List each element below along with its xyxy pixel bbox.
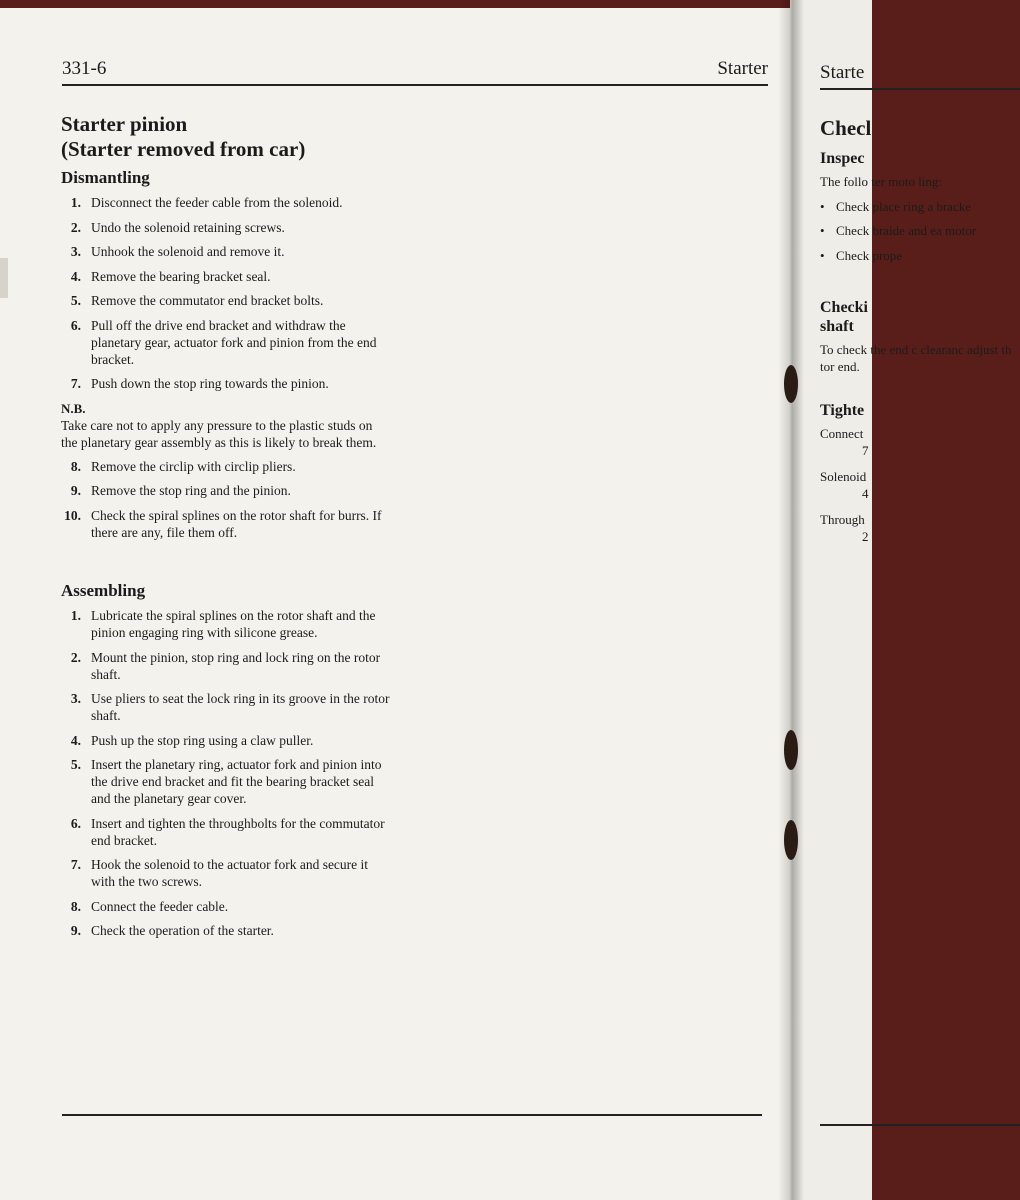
- right-intro: The follo ter moto ling:: [820, 174, 943, 189]
- step-text: Check the operation of the starter.: [91, 923, 274, 938]
- spec-value: 2: [862, 528, 869, 544]
- step-text: Remove the stop ring and the pinion.: [91, 483, 291, 498]
- step-text: Check the spiral splines on the rotor shaft for burrs. If there are any, file them off.: [91, 507, 382, 540]
- list-item: [61, 732, 391, 749]
- spec-value: 4: [862, 485, 869, 501]
- spec-row: [820, 426, 1020, 459]
- step-text: Remove the circlip with circlip pliers.: [91, 458, 296, 474]
- assembling-heading: Assembling: [61, 581, 146, 600]
- binding-hole: [784, 820, 798, 860]
- note-label: N.B.: [61, 400, 86, 416]
- list-item: • Check braide and ea motor: [820, 223, 1020, 240]
- step-text: Remove the bearing bracket seal.: [91, 268, 271, 284]
- list-item: [61, 292, 391, 309]
- step-number: 1.: [70, 195, 81, 210]
- right-check-text: To check the end c clearanc adjust th tor end.: [820, 342, 1012, 374]
- step-text: Insert the planetary ring, actuator fork and pinion into the drive end bracket and fit the bearing bracket seal and the planetary gear cover.: [91, 757, 382, 806]
- spec-label: Connect: [820, 426, 864, 441]
- list-item: [61, 375, 391, 392]
- spacer: [61, 548, 391, 575]
- list-item: [61, 458, 391, 475]
- step-number: 3.: [70, 691, 81, 706]
- step-number: 2.: [70, 219, 81, 235]
- step-number: 2.: [70, 649, 81, 665]
- right-heading: Checl: [820, 116, 872, 140]
- spec-row: [820, 512, 1020, 545]
- running-head: Starter: [717, 58, 768, 79]
- footer-rule: [62, 1114, 762, 1116]
- step-number: 4.: [70, 268, 81, 284]
- step-number: 5.: [70, 293, 81, 308]
- step-number: 1.: [70, 608, 81, 623]
- step-number: 3.: [70, 244, 81, 259]
- binding-hole: [784, 365, 798, 403]
- step-text: Lubricate the spiral splines on the rotor shaft and the pinion engaging ring with silicone grease.: [91, 608, 376, 640]
- list-item: [61, 856, 391, 890]
- bleed-through-shadow: [470, 118, 770, 1018]
- list-item: [61, 649, 391, 683]
- list-item: [61, 219, 391, 236]
- section-title-line2: (Starter removed from car): [61, 137, 306, 161]
- step-text: Disconnect the feeder cable from the solenoid.: [91, 195, 343, 210]
- list-item: [61, 690, 391, 724]
- right-check-heading-line1: Checki: [820, 299, 868, 316]
- list-item: [61, 922, 391, 939]
- section-title: [61, 112, 391, 162]
- list-item: [61, 243, 391, 260]
- spec-label: Through: [820, 512, 865, 527]
- spec-label: Solenoid: [820, 469, 867, 484]
- step-number: 6.: [70, 815, 81, 831]
- step-number: 7.: [70, 857, 81, 872]
- step-text: Mount the pinion, stop ring and lock ring on the rotor shaft.: [91, 649, 381, 682]
- spec-row: [820, 469, 1020, 502]
- left-page: [0, 8, 790, 1200]
- step-text: Use pliers to seat the lock ring in its groove in the rotor shaft.: [91, 691, 390, 723]
- dismantling-steps-b: [61, 458, 391, 541]
- list-item: [61, 268, 391, 285]
- right-footer-rule: [820, 1124, 1020, 1126]
- list-item: [61, 815, 391, 849]
- step-text: Connect the feeder cable.: [91, 898, 229, 914]
- binding-hole: [784, 730, 798, 770]
- step-number: 8.: [70, 898, 81, 914]
- binding-gutter: [778, 0, 804, 1200]
- step-number: 8.: [70, 458, 81, 474]
- right-check-heading-line2: shaft: [820, 318, 854, 335]
- step-number: 6.: [70, 317, 81, 333]
- list-item: [61, 317, 391, 368]
- step-text: Remove the commutator end bracket bolts.: [91, 293, 324, 308]
- step-text: Undo the solenoid retaining screws.: [91, 219, 285, 235]
- list-item: [61, 607, 391, 641]
- list-item: [61, 194, 391, 211]
- list-item: • Check place ring a bracke: [820, 199, 1020, 216]
- dismantling-heading: Dismantling: [61, 168, 150, 187]
- right-check-heading: [820, 298, 1020, 336]
- list-item: [61, 756, 391, 807]
- right-column: [820, 116, 1020, 555]
- list-item: [61, 482, 391, 499]
- spec-value: 7: [862, 442, 869, 458]
- page-number: 331-6: [62, 58, 107, 79]
- page-header: [62, 58, 768, 86]
- step-number: 4.: [70, 732, 81, 748]
- dismantling-steps-a: [61, 194, 391, 392]
- main-column: [61, 112, 391, 947]
- list-item: • Check prope: [820, 248, 1020, 265]
- note-text: Take care not to apply any pressure to the plastic studs on the planetary gear assembly as this is likely to break them.: [61, 417, 377, 450]
- step-text: Pull off the drive end bracket and withdraw the planetary gear, actuator fork and pinion from the end bracket.: [91, 317, 377, 367]
- list-item: [61, 898, 391, 915]
- step-number: 10.: [64, 507, 81, 523]
- right-running-head: Starte: [820, 62, 1020, 90]
- right-tighten-heading: Tighte: [820, 402, 865, 419]
- right-subheading: Inspec: [820, 150, 865, 167]
- step-number: 7.: [70, 376, 81, 391]
- step-text: Unhook the solenoid and remove it.: [91, 244, 285, 259]
- list-item: [61, 507, 391, 541]
- step-text: Insert and tighten the throughbolts for the commutator end bracket.: [91, 815, 385, 848]
- step-text: Push down the stop ring towards the pinion.: [91, 376, 329, 391]
- step-text: Hook the solenoid to the actuator fork and secure it with the two screws.: [91, 857, 369, 889]
- step-number: 9.: [70, 923, 81, 938]
- step-text: Push up the stop ring using a claw puller.: [91, 732, 314, 748]
- step-number: 9.: [70, 483, 81, 498]
- step-number: 5.: [70, 757, 81, 772]
- right-bullets: [820, 199, 1020, 265]
- section-title-line1: Starter pinion: [61, 112, 188, 136]
- assembling-steps: [61, 607, 391, 939]
